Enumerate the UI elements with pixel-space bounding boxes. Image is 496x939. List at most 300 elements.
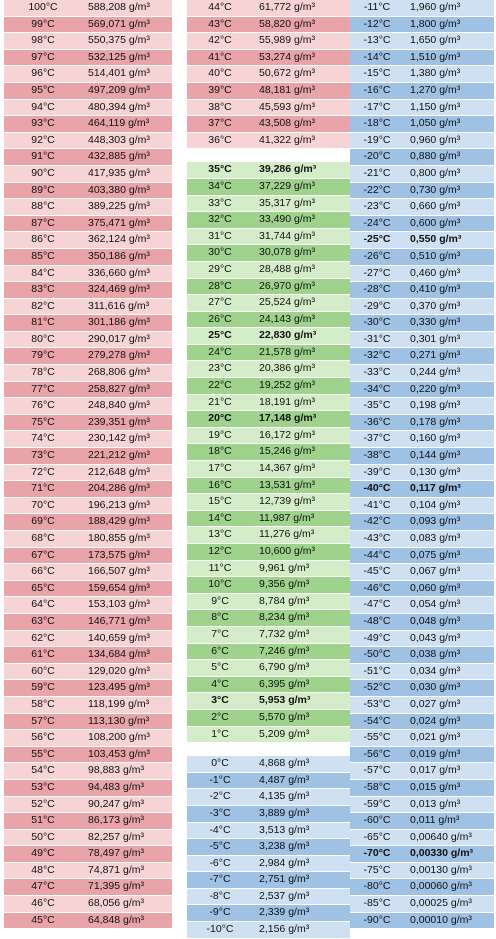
density-cell: 0,410 g/m³ (404, 282, 494, 299)
table-row (4, 165, 172, 182)
table-row (350, 912, 494, 929)
temperature-cell: -26°C (350, 248, 404, 265)
table-row (4, 199, 172, 216)
column-2 (187, 0, 350, 939)
density-cell: 64,848 g/m³ (82, 912, 172, 929)
temperature-cell: 79°C (4, 348, 82, 365)
table-row (350, 779, 494, 796)
table-row (350, 580, 494, 597)
density-cell: 0,030 g/m³ (404, 680, 494, 697)
table-row (187, 0, 350, 16)
temperature-cell: 62°C (4, 630, 82, 647)
table-row (187, 16, 350, 33)
table-row (187, 772, 350, 789)
temperature-cell: -25°C (350, 232, 404, 249)
table-row (187, 427, 350, 444)
table-row (4, 365, 172, 382)
temperature-cell: 82°C (4, 298, 82, 315)
density-cell: 1,510 g/m³ (404, 49, 494, 66)
density-cell: 45,593 g/m³ (253, 99, 350, 116)
table-row (187, 477, 350, 494)
temperature-cell: 77°C (4, 381, 82, 398)
temperature-cell: 18°C (187, 444, 253, 461)
density-cell: 5,570 g/m³ (253, 709, 350, 726)
temperature-cell: 50°C (4, 829, 82, 846)
density-cell: 2,156 g/m³ (253, 922, 350, 939)
temperature-cell: -17°C (350, 99, 404, 116)
density-cell: 0,960 g/m³ (404, 132, 494, 149)
table-row (187, 922, 350, 939)
temperature-cell: 90°C (4, 165, 82, 182)
density-cell: 0,00060 g/m³ (404, 879, 494, 896)
table-row (4, 580, 172, 597)
table-row (187, 461, 350, 478)
temperature-cell: 27°C (187, 295, 253, 312)
temperature-cell: -24°C (350, 215, 404, 232)
density-cell: 212,648 g/m³ (82, 464, 172, 481)
temperature-cell: 84°C (4, 265, 82, 282)
temperature-cell: -33°C (350, 365, 404, 382)
density-cell: 0,104 g/m³ (404, 497, 494, 514)
table-row (350, 398, 494, 415)
density-cell: 41,322 g/m³ (253, 132, 350, 149)
table-row (350, 116, 494, 133)
table-row (350, 730, 494, 747)
table-row (350, 746, 494, 763)
density-cell: 30,078 g/m³ (253, 245, 350, 262)
table-row (4, 613, 172, 630)
temperature-cell: 26°C (187, 311, 253, 328)
temperature-cell: -10°C (187, 922, 253, 939)
table-row (350, 66, 494, 83)
table-row (4, 315, 172, 332)
density-cell: 0,550 g/m³ (404, 232, 494, 249)
temperature-cell: -15°C (350, 66, 404, 83)
density-cell: 3,513 g/m³ (253, 822, 350, 839)
table-warm-44-36 (187, 0, 350, 149)
temperature-cell: -3°C (187, 805, 253, 822)
temperature-cell: -23°C (350, 199, 404, 216)
density-cell: 4,135 g/m³ (253, 789, 350, 806)
table-row (187, 626, 350, 643)
density-cell: 7,732 g/m³ (253, 626, 350, 643)
table-row (4, 0, 172, 16)
temperature-cell: -85°C (350, 896, 404, 913)
temperature-cell: 94°C (4, 99, 82, 116)
temperature-cell: -7°C (187, 872, 253, 889)
table-row (350, 431, 494, 448)
temperature-cell: 66°C (4, 564, 82, 581)
temperature-cell: 48°C (4, 862, 82, 879)
density-cell: 230,142 g/m³ (82, 431, 172, 448)
table-row (4, 912, 172, 929)
temperature-cell: -54°C (350, 713, 404, 730)
table-row (4, 298, 172, 315)
density-cell: 258,827 g/m³ (82, 381, 172, 398)
table-row (350, 33, 494, 50)
table-row (187, 228, 350, 245)
temperature-cell: -6°C (187, 855, 253, 872)
temperature-cell: -38°C (350, 448, 404, 465)
table-row (350, 149, 494, 166)
density-cell: 324,469 g/m³ (82, 282, 172, 299)
density-cell: 569,071 g/m³ (82, 16, 172, 33)
temperature-cell: 60°C (4, 663, 82, 680)
temperature-cell: 13°C (187, 527, 253, 544)
table-row (350, 862, 494, 879)
table-row (350, 597, 494, 614)
density-cell: 588,208 g/m³ (82, 0, 172, 16)
table-row (350, 215, 494, 232)
temperature-cell: 19°C (187, 427, 253, 444)
density-cell: 389,225 g/m³ (82, 199, 172, 216)
table-row (350, 348, 494, 365)
table-row (187, 872, 350, 889)
table-row (187, 676, 350, 693)
temperature-cell: -36°C (350, 414, 404, 431)
temperature-cell: 93°C (4, 116, 82, 133)
density-cell: 14,367 g/m³ (253, 461, 350, 478)
table-row (4, 896, 172, 913)
temperature-cell: 44°C (187, 0, 253, 16)
density-cell: 0,244 g/m³ (404, 365, 494, 382)
table-row (4, 680, 172, 697)
temperature-cell: 9°C (187, 593, 253, 610)
temperature-cell: 2°C (187, 709, 253, 726)
temperature-cell: 8°C (187, 610, 253, 627)
table-row (350, 514, 494, 531)
density-cell: 532,125 g/m³ (82, 49, 172, 66)
density-cell: 464,119 g/m³ (82, 116, 172, 133)
density-cell: 31,744 g/m³ (253, 228, 350, 245)
table-row (350, 381, 494, 398)
density-cell: 33,490 g/m³ (253, 212, 350, 229)
temperature-cell: -90°C (350, 912, 404, 929)
temperature-cell: -29°C (350, 298, 404, 315)
table-row (187, 261, 350, 278)
density-cell: 21,578 g/m³ (253, 344, 350, 361)
density-cell: 146,771 g/m³ (82, 613, 172, 630)
temperature-cell: 98°C (4, 33, 82, 50)
temperature-cell: 3°C (187, 693, 253, 710)
density-cell: 0,330 g/m³ (404, 315, 494, 332)
temperature-cell: -2°C (187, 789, 253, 806)
table-row (4, 82, 172, 99)
table-row (187, 295, 350, 312)
table-row (187, 116, 350, 133)
table-row (187, 789, 350, 806)
temperature-cell: -5°C (187, 839, 253, 856)
temperature-cell: 15°C (187, 494, 253, 511)
table-row (4, 33, 172, 50)
table-row (187, 378, 350, 395)
density-cell: 108,200 g/m³ (82, 730, 172, 747)
density-cell: 113,130 g/m³ (82, 713, 172, 730)
table-row (4, 547, 172, 564)
density-cell: 98,883 g/m³ (82, 763, 172, 780)
density-cell: 74,871 g/m³ (82, 862, 172, 879)
table-row (4, 49, 172, 66)
table-row (4, 16, 172, 33)
temperature-cell: 36°C (187, 132, 253, 149)
table-row (4, 348, 172, 365)
density-cell: 448,303 g/m³ (82, 132, 172, 149)
temperature-cell: 6°C (187, 643, 253, 660)
temperature-cell: -80°C (350, 879, 404, 896)
table-row (4, 149, 172, 166)
density-cell: 18,191 g/m³ (253, 394, 350, 411)
table-row (350, 481, 494, 498)
density-cell: 153,103 g/m³ (82, 597, 172, 614)
temperature-cell: 28°C (187, 278, 253, 295)
table-row (350, 16, 494, 33)
temperature-cell: 71°C (4, 481, 82, 498)
temperature-cell: -65°C (350, 829, 404, 846)
density-cell: 0,093 g/m³ (404, 514, 494, 531)
temperature-cell: -31°C (350, 331, 404, 348)
table-row (4, 746, 172, 763)
temperature-cell: 1°C (187, 726, 253, 743)
density-cell: 123,495 g/m³ (82, 680, 172, 697)
temperature-cell: -9°C (187, 905, 253, 922)
temperature-cell: 29°C (187, 261, 253, 278)
table-row (4, 730, 172, 747)
table-row (187, 245, 350, 262)
table-row (350, 713, 494, 730)
table-row (4, 398, 172, 415)
table-row (4, 381, 172, 398)
table-row (187, 82, 350, 99)
temperature-cell: -39°C (350, 464, 404, 481)
table-row (4, 846, 172, 863)
temperature-cell: 47°C (4, 879, 82, 896)
temperature-cell: 99°C (4, 16, 82, 33)
table-row (187, 888, 350, 905)
table-row (187, 544, 350, 561)
table-row (350, 82, 494, 99)
density-cell: 8,784 g/m³ (253, 593, 350, 610)
temperature-cell: 53°C (4, 779, 82, 796)
table-row (4, 414, 172, 431)
density-cell: 0,013 g/m³ (404, 796, 494, 813)
temperature-cell: 75°C (4, 414, 82, 431)
density-cell: 103,453 g/m³ (82, 746, 172, 763)
temperature-cell: -59°C (350, 796, 404, 813)
table-row (350, 564, 494, 581)
density-cell: 4,868 g/m³ (253, 756, 350, 772)
table-row (4, 514, 172, 531)
table-row (350, 796, 494, 813)
temperature-cell: 80°C (4, 331, 82, 348)
density-cell: 0,178 g/m³ (404, 414, 494, 431)
density-cell: 2,984 g/m³ (253, 855, 350, 872)
temperature-cell: 74°C (4, 431, 82, 448)
temperature-cell: 49°C (4, 846, 82, 863)
temperature-cell: -32°C (350, 348, 404, 365)
table-row (187, 311, 350, 328)
density-cell: 1,650 g/m³ (404, 33, 494, 50)
table-row (350, 630, 494, 647)
density-cell: 0,880 g/m³ (404, 149, 494, 166)
density-cell: 362,124 g/m³ (82, 232, 172, 249)
density-cell: 15,246 g/m³ (253, 444, 350, 461)
temperature-cell: -12°C (350, 16, 404, 33)
density-cell: 0,460 g/m³ (404, 265, 494, 282)
temperature-cell: 55°C (4, 746, 82, 763)
density-cell: 0,510 g/m³ (404, 248, 494, 265)
density-cell: 0,271 g/m³ (404, 348, 494, 365)
temperature-cell: 78°C (4, 365, 82, 382)
table-row (187, 33, 350, 50)
temperature-cell: 45°C (4, 912, 82, 929)
table-row (4, 431, 172, 448)
temperature-cell: 31°C (187, 228, 253, 245)
table-row (350, 365, 494, 382)
temperature-cell: -16°C (350, 82, 404, 99)
temperature-cell: -55°C (350, 730, 404, 747)
temperature-cell: 81°C (4, 315, 82, 332)
table-row (350, 199, 494, 216)
density-cell: 1,960 g/m³ (404, 0, 494, 16)
density-cell: 0,00330 g/m³ (404, 846, 494, 863)
temperature-cell: -44°C (350, 547, 404, 564)
table-row (187, 99, 350, 116)
temperature-cell: 69°C (4, 514, 82, 531)
density-cell: 24,143 g/m³ (253, 311, 350, 328)
temperature-cell: -27°C (350, 265, 404, 282)
density-cell: 118,199 g/m³ (82, 696, 172, 713)
density-cell: 0,00640 g/m³ (404, 829, 494, 846)
temperature-cell: -57°C (350, 763, 404, 780)
temperature-cell: -48°C (350, 613, 404, 630)
table-row (4, 99, 172, 116)
density-cell: 159,654 g/m³ (82, 580, 172, 597)
density-cell: 480,394 g/m³ (82, 99, 172, 116)
density-cell: 0,011 g/m³ (404, 813, 494, 830)
temperature-cell: 39°C (187, 82, 253, 99)
density-cell: 25,524 g/m³ (253, 295, 350, 312)
table-row (4, 182, 172, 199)
density-cell: 166,507 g/m³ (82, 564, 172, 581)
table-row (187, 839, 350, 856)
temperature-cell: 70°C (4, 497, 82, 514)
density-cell: 78,497 g/m³ (82, 846, 172, 863)
density-cell: 11,987 g/m³ (253, 510, 350, 527)
temperature-cell: 11°C (187, 560, 253, 577)
density-cell: 375,471 g/m³ (82, 215, 172, 232)
temperature-cell: 40°C (187, 66, 253, 83)
table-row (350, 99, 494, 116)
temperature-cell: 65°C (4, 580, 82, 597)
density-cell: 0,019 g/m³ (404, 746, 494, 763)
temperature-cell: 85°C (4, 248, 82, 265)
temperature-cell: 23°C (187, 361, 253, 378)
density-cell: 0,015 g/m³ (404, 779, 494, 796)
temperature-cell: -41°C (350, 497, 404, 514)
table-mild-35-1 (187, 162, 350, 743)
density-cell: 180,855 g/m³ (82, 531, 172, 548)
temperature-cell: 89°C (4, 182, 82, 199)
density-cell: 86,173 g/m³ (82, 813, 172, 830)
temperature-cell: -43°C (350, 531, 404, 548)
density-cell: 58,820 g/m³ (253, 16, 350, 33)
temperature-cell: 86°C (4, 232, 82, 249)
density-cell: 432,885 g/m³ (82, 149, 172, 166)
density-cell: 10,600 g/m³ (253, 544, 350, 561)
temperature-cell: -21°C (350, 165, 404, 182)
table-row (4, 248, 172, 265)
table-row (350, 282, 494, 299)
density-cell: 0,017 g/m³ (404, 763, 494, 780)
density-cell: 37,229 g/m³ (253, 178, 350, 195)
table-row (4, 282, 172, 299)
table-row (187, 394, 350, 411)
temperature-cell: 96°C (4, 66, 82, 83)
temperature-cell: -58°C (350, 779, 404, 796)
table-row (187, 212, 350, 229)
temperature-cell: -35°C (350, 398, 404, 415)
density-cell: 129,020 g/m³ (82, 663, 172, 680)
density-cell: 11,276 g/m³ (253, 527, 350, 544)
density-cell: 0,600 g/m³ (404, 215, 494, 232)
table-row (187, 593, 350, 610)
table-row (4, 331, 172, 348)
temperature-cell: 76°C (4, 398, 82, 415)
temperature-cell: -42°C (350, 514, 404, 531)
density-cell: 82,257 g/m³ (82, 829, 172, 846)
density-cell: 3,238 g/m³ (253, 839, 350, 856)
density-cell: 0,301 g/m³ (404, 331, 494, 348)
table-row (350, 414, 494, 431)
density-cell: 0,00025 g/m³ (404, 896, 494, 913)
density-cell: 12,739 g/m³ (253, 494, 350, 511)
table-row (4, 696, 172, 713)
table-row (187, 560, 350, 577)
temperature-cell: -45°C (350, 564, 404, 581)
temperature-cell: 30°C (187, 245, 253, 262)
density-cell: 248,840 g/m³ (82, 398, 172, 415)
temperature-cell: -4°C (187, 822, 253, 839)
temperature-cell: 52°C (4, 796, 82, 813)
temperature-cell: -49°C (350, 630, 404, 647)
table-row (187, 693, 350, 710)
table-row (4, 66, 172, 83)
density-cell: 204,286 g/m³ (82, 481, 172, 498)
density-cell: 0,220 g/m³ (404, 381, 494, 398)
table-row (187, 805, 350, 822)
density-cell: 90,247 g/m³ (82, 796, 172, 813)
density-cell: 497,209 g/m³ (82, 82, 172, 99)
temperature-cell: 12°C (187, 544, 253, 561)
density-cell: 6,395 g/m³ (253, 676, 350, 693)
density-cell: 403,380 g/m³ (82, 182, 172, 199)
density-cell: 1,380 g/m³ (404, 66, 494, 83)
temperature-cell: 41°C (187, 49, 253, 66)
density-cell: 0,038 g/m³ (404, 647, 494, 664)
table-row (350, 298, 494, 315)
column-3 (350, 0, 494, 929)
density-cell: 9,356 g/m³ (253, 577, 350, 594)
temperature-cell: 95°C (4, 82, 82, 99)
density-cell: 16,172 g/m³ (253, 427, 350, 444)
table-row (350, 315, 494, 332)
temperature-cell: 34°C (187, 178, 253, 195)
table-row (4, 647, 172, 664)
temperature-cell: -34°C (350, 381, 404, 398)
table-row (187, 855, 350, 872)
density-cell: 140,659 g/m³ (82, 630, 172, 647)
density-cell: 2,339 g/m³ (253, 905, 350, 922)
